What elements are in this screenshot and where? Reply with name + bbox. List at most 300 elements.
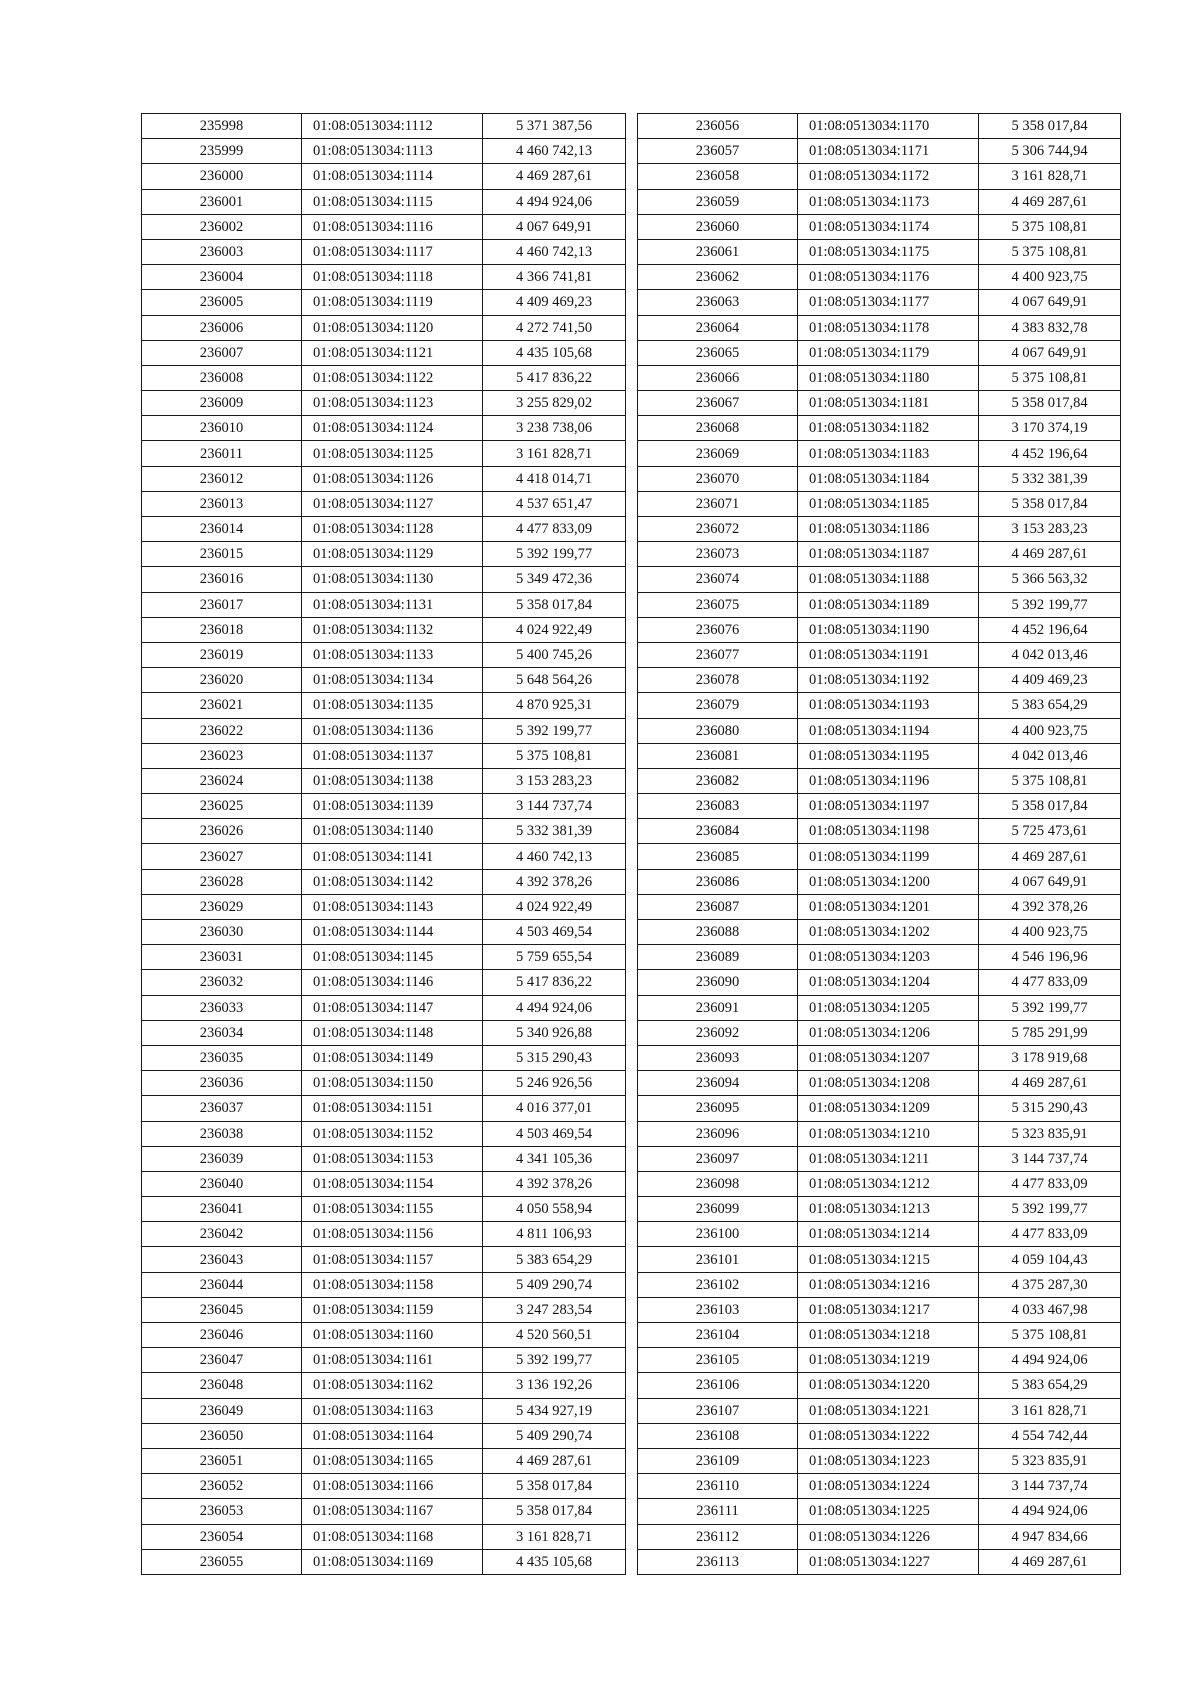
table-row <box>142 365 626 390</box>
cadastral-number-cell: 01:08:0513034:1137 <box>302 743 483 768</box>
cadastral-number-cell: 01:08:0513034:1224 <box>798 1474 979 1499</box>
table-row <box>638 239 1121 264</box>
row-number-cell: 236015 <box>142 542 302 567</box>
row-number-cell: 236011 <box>142 441 302 466</box>
cadastral-value-cell: 4 460 742,13 <box>483 844 626 869</box>
table-row <box>142 290 626 315</box>
row-number-cell: 236003 <box>142 239 302 264</box>
table-row <box>638 365 1121 390</box>
table-row <box>638 290 1121 315</box>
row-number-cell: 236025 <box>142 794 302 819</box>
table-row <box>142 1323 626 1348</box>
row-number-cell: 236098 <box>638 1171 798 1196</box>
cadastral-value-cell: 4 477 833,09 <box>979 1222 1121 1247</box>
row-number-cell: 236026 <box>142 819 302 844</box>
row-number-cell: 236072 <box>638 517 798 542</box>
cadastral-value-cell: 5 417 836,22 <box>483 365 626 390</box>
row-number-cell: 236009 <box>142 391 302 416</box>
cadastral-number-cell: 01:08:0513034:1149 <box>302 1045 483 1070</box>
row-number-cell: 236008 <box>142 365 302 390</box>
table-row <box>638 743 1121 768</box>
row-number-cell: 236020 <box>142 668 302 693</box>
parcel-table-left-body <box>142 114 626 1575</box>
table-row <box>638 1297 1121 1322</box>
row-number-cell: 236032 <box>142 970 302 995</box>
row-number-cell: 236083 <box>638 794 798 819</box>
cadastral-number-cell: 01:08:0513034:1188 <box>798 567 979 592</box>
cadastral-value-cell: 5 375 108,81 <box>483 743 626 768</box>
row-number-cell: 236012 <box>142 466 302 491</box>
table-row <box>142 1499 626 1524</box>
cadastral-value-cell: 5 392 199,77 <box>979 592 1121 617</box>
cadastral-number-cell: 01:08:0513034:1133 <box>302 642 483 667</box>
cadastral-number-cell: 01:08:0513034:1212 <box>798 1171 979 1196</box>
cadastral-value-cell: 5 409 290,74 <box>483 1272 626 1297</box>
row-number-cell: 236030 <box>142 920 302 945</box>
cadastral-value-cell: 4 400 923,75 <box>979 265 1121 290</box>
cadastral-number-cell: 01:08:0513034:1193 <box>798 693 979 718</box>
cadastral-value-cell: 4 016 377,01 <box>483 1096 626 1121</box>
cadastral-value-cell: 4 400 923,75 <box>979 718 1121 743</box>
table-row <box>638 693 1121 718</box>
cadastral-number-cell: 01:08:0513034:1162 <box>302 1373 483 1398</box>
row-number-cell: 236087 <box>638 894 798 919</box>
cadastral-value-cell: 5 375 108,81 <box>979 1323 1121 1348</box>
cadastral-value-cell: 3 144 737,74 <box>979 1146 1121 1171</box>
row-number-cell: 236052 <box>142 1474 302 1499</box>
table-row <box>638 1171 1121 1196</box>
cadastral-value-cell: 4 392 378,26 <box>979 894 1121 919</box>
table-row <box>142 1045 626 1070</box>
cadastral-value-cell: 4 409 469,23 <box>483 290 626 315</box>
table-row <box>638 1121 1121 1146</box>
table-row <box>142 1272 626 1297</box>
cadastral-value-cell: 4 383 832,78 <box>979 315 1121 340</box>
cadastral-value-cell: 3 178 919,68 <box>979 1045 1121 1070</box>
cadastral-value-cell: 5 759 655,54 <box>483 945 626 970</box>
cadastral-value-cell: 4 067 649,91 <box>979 340 1121 365</box>
row-number-cell: 236024 <box>142 768 302 793</box>
row-number-cell: 236001 <box>142 189 302 214</box>
parcel-table-right <box>637 113 1121 1575</box>
cadastral-value-cell: 3 247 283,54 <box>483 1297 626 1322</box>
cadastral-value-cell: 5 383 654,29 <box>979 1373 1121 1398</box>
row-number-cell: 236048 <box>142 1373 302 1398</box>
cadastral-value-cell: 4 520 560,51 <box>483 1323 626 1348</box>
cadastral-value-cell: 4 050 558,94 <box>483 1197 626 1222</box>
table-row <box>638 1549 1121 1574</box>
row-number-cell: 236077 <box>638 642 798 667</box>
cadastral-value-cell: 5 358 017,84 <box>483 1499 626 1524</box>
cadastral-number-cell: 01:08:0513034:1142 <box>302 869 483 894</box>
table-row <box>142 567 626 592</box>
table-row <box>142 340 626 365</box>
cadastral-number-cell: 01:08:0513034:1124 <box>302 416 483 441</box>
cadastral-number-cell: 01:08:0513034:1121 <box>302 340 483 365</box>
cadastral-number-cell: 01:08:0513034:1123 <box>302 391 483 416</box>
table-row <box>638 1373 1121 1398</box>
table-row <box>638 189 1121 214</box>
cadastral-value-cell: 5 434 927,19 <box>483 1398 626 1423</box>
cadastral-value-cell: 4 392 378,26 <box>483 1171 626 1196</box>
cadastral-number-cell: 01:08:0513034:1158 <box>302 1272 483 1297</box>
row-number-cell: 236046 <box>142 1323 302 1348</box>
cadastral-value-cell: 4 503 469,54 <box>483 920 626 945</box>
cadastral-value-cell: 5 383 654,29 <box>979 693 1121 718</box>
cadastral-value-cell: 4 554 742,44 <box>979 1423 1121 1448</box>
table-row <box>142 592 626 617</box>
cadastral-value-cell: 5 315 290,43 <box>979 1096 1121 1121</box>
cadastral-value-cell: 4 409 469,23 <box>979 668 1121 693</box>
cadastral-number-cell: 01:08:0513034:1194 <box>798 718 979 743</box>
cadastral-number-cell: 01:08:0513034:1126 <box>302 466 483 491</box>
cadastral-number-cell: 01:08:0513034:1146 <box>302 970 483 995</box>
table-row <box>638 894 1121 919</box>
cadastral-number-cell: 01:08:0513034:1170 <box>798 114 979 139</box>
table-row <box>142 617 626 642</box>
table-row <box>142 1121 626 1146</box>
cadastral-number-cell: 01:08:0513034:1186 <box>798 517 979 542</box>
cadastral-value-cell: 5 383 654,29 <box>483 1247 626 1272</box>
row-number-cell: 236023 <box>142 743 302 768</box>
row-number-cell: 236055 <box>142 1549 302 1574</box>
cadastral-number-cell: 01:08:0513034:1180 <box>798 365 979 390</box>
row-number-cell: 236064 <box>638 315 798 340</box>
table-row <box>638 819 1121 844</box>
row-number-cell: 236044 <box>142 1272 302 1297</box>
table-row <box>142 1474 626 1499</box>
cadastral-value-cell: 4 059 104,43 <box>979 1247 1121 1272</box>
cadastral-number-cell: 01:08:0513034:1215 <box>798 1247 979 1272</box>
table-row <box>638 1398 1121 1423</box>
cadastral-value-cell: 3 161 828,71 <box>979 164 1121 189</box>
cadastral-value-cell: 5 358 017,84 <box>979 114 1121 139</box>
cadastral-number-cell: 01:08:0513034:1125 <box>302 441 483 466</box>
parcel-table-right-body <box>638 114 1121 1575</box>
cadastral-value-cell: 5 358 017,84 <box>979 391 1121 416</box>
cadastral-number-cell: 01:08:0513034:1218 <box>798 1323 979 1348</box>
row-number-cell: 236000 <box>142 164 302 189</box>
cadastral-number-cell: 01:08:0513034:1202 <box>798 920 979 945</box>
table-row <box>142 1297 626 1322</box>
cadastral-number-cell: 01:08:0513034:1140 <box>302 819 483 844</box>
row-number-cell: 236045 <box>142 1297 302 1322</box>
table-row <box>142 164 626 189</box>
table-row <box>142 239 626 264</box>
cadastral-number-cell: 01:08:0513034:1206 <box>798 1020 979 1045</box>
cadastral-number-cell: 01:08:0513034:1112 <box>302 114 483 139</box>
table-row <box>142 1348 626 1373</box>
cadastral-value-cell: 4 537 651,47 <box>483 491 626 516</box>
cadastral-value-cell: 5 392 199,77 <box>483 1348 626 1373</box>
row-number-cell: 236062 <box>638 265 798 290</box>
cadastral-value-cell: 5 366 563,32 <box>979 567 1121 592</box>
table-row <box>142 844 626 869</box>
cadastral-value-cell: 5 371 387,56 <box>483 114 626 139</box>
row-number-cell: 236039 <box>142 1146 302 1171</box>
table-row <box>638 718 1121 743</box>
row-number-cell: 236041 <box>142 1197 302 1222</box>
cadastral-value-cell: 4 477 833,09 <box>979 970 1121 995</box>
row-number-cell: 236058 <box>638 164 798 189</box>
cadastral-value-cell: 4 366 741,81 <box>483 265 626 290</box>
cadastral-number-cell: 01:08:0513034:1209 <box>798 1096 979 1121</box>
cadastral-value-cell: 4 469 287,61 <box>483 1448 626 1473</box>
row-number-cell: 236034 <box>142 1020 302 1045</box>
row-number-cell: 236042 <box>142 1222 302 1247</box>
row-number-cell: 236110 <box>638 1474 798 1499</box>
cadastral-number-cell: 01:08:0513034:1154 <box>302 1171 483 1196</box>
row-number-cell: 236104 <box>638 1323 798 1348</box>
table-row <box>638 970 1121 995</box>
table-row <box>142 945 626 970</box>
row-number-cell: 236061 <box>638 239 798 264</box>
table-row <box>142 794 626 819</box>
cadastral-number-cell: 01:08:0513034:1117 <box>302 239 483 264</box>
table-row <box>638 466 1121 491</box>
cadastral-number-cell: 01:08:0513034:1150 <box>302 1071 483 1096</box>
row-number-cell: 236010 <box>142 416 302 441</box>
cadastral-value-cell: 4 811 106,93 <box>483 1222 626 1247</box>
cadastral-value-cell: 4 024 922,49 <box>483 617 626 642</box>
cadastral-number-cell: 01:08:0513034:1182 <box>798 416 979 441</box>
cadastral-number-cell: 01:08:0513034:1207 <box>798 1045 979 1070</box>
cadastral-number-cell: 01:08:0513034:1221 <box>798 1398 979 1423</box>
table-row <box>142 315 626 340</box>
table-row <box>638 517 1121 542</box>
cadastral-number-cell: 01:08:0513034:1155 <box>302 1197 483 1222</box>
cadastral-number-cell: 01:08:0513034:1145 <box>302 945 483 970</box>
table-row <box>142 1423 626 1448</box>
row-number-cell: 236085 <box>638 844 798 869</box>
row-number-cell: 236043 <box>142 1247 302 1272</box>
cadastral-value-cell: 4 435 105,68 <box>483 340 626 365</box>
cadastral-number-cell: 01:08:0513034:1139 <box>302 794 483 819</box>
table-row <box>638 1423 1121 1448</box>
cadastral-number-cell: 01:08:0513034:1135 <box>302 693 483 718</box>
row-number-cell: 236074 <box>638 567 798 592</box>
cadastral-number-cell: 01:08:0513034:1129 <box>302 542 483 567</box>
row-number-cell: 236021 <box>142 693 302 718</box>
row-number-cell: 236103 <box>638 1297 798 1322</box>
table-row <box>142 995 626 1020</box>
row-number-cell: 236102 <box>638 1272 798 1297</box>
table-row <box>638 1272 1121 1297</box>
row-number-cell: 235998 <box>142 114 302 139</box>
cadastral-value-cell: 3 144 737,74 <box>979 1474 1121 1499</box>
cadastral-value-cell: 4 477 833,09 <box>483 517 626 542</box>
cadastral-value-cell: 4 452 196,64 <box>979 441 1121 466</box>
row-number-cell: 236073 <box>638 542 798 567</box>
cadastral-value-cell: 4 067 649,91 <box>979 290 1121 315</box>
row-number-cell: 236076 <box>638 617 798 642</box>
cadastral-number-cell: 01:08:0513034:1199 <box>798 844 979 869</box>
cadastral-value-cell: 5 392 199,77 <box>979 995 1121 1020</box>
cadastral-value-cell: 5 349 472,36 <box>483 567 626 592</box>
row-number-cell: 236066 <box>638 365 798 390</box>
cadastral-value-cell: 5 358 017,84 <box>979 491 1121 516</box>
cadastral-value-cell: 3 238 738,06 <box>483 416 626 441</box>
row-number-cell: 236113 <box>638 1549 798 1574</box>
row-number-cell: 236101 <box>638 1247 798 1272</box>
cadastral-value-cell: 5 332 381,39 <box>979 466 1121 491</box>
cadastral-value-cell: 5 725 473,61 <box>979 819 1121 844</box>
cadastral-number-cell: 01:08:0513034:1122 <box>302 365 483 390</box>
cadastral-number-cell: 01:08:0513034:1198 <box>798 819 979 844</box>
cadastral-number-cell: 01:08:0513034:1128 <box>302 517 483 542</box>
row-number-cell: 236095 <box>638 1096 798 1121</box>
cadastral-value-cell: 4 042 013,46 <box>979 642 1121 667</box>
cadastral-value-cell: 4 033 467,98 <box>979 1297 1121 1322</box>
table-row <box>638 1071 1121 1096</box>
row-number-cell: 236075 <box>638 592 798 617</box>
table-row <box>142 1524 626 1549</box>
row-number-cell: 236090 <box>638 970 798 995</box>
cadastral-value-cell: 4 477 833,09 <box>979 1171 1121 1196</box>
cadastral-number-cell: 01:08:0513034:1134 <box>302 668 483 693</box>
cadastral-value-cell: 5 409 290,74 <box>483 1423 626 1448</box>
cadastral-number-cell: 01:08:0513034:1200 <box>798 869 979 894</box>
cadastral-number-cell: 01:08:0513034:1167 <box>302 1499 483 1524</box>
cadastral-value-cell: 5 340 926,88 <box>483 1020 626 1045</box>
cadastral-number-cell: 01:08:0513034:1203 <box>798 945 979 970</box>
cadastral-number-cell: 01:08:0513034:1181 <box>798 391 979 416</box>
cadastral-value-cell: 4 460 742,13 <box>483 239 626 264</box>
row-number-cell: 236006 <box>142 315 302 340</box>
table-row <box>638 1096 1121 1121</box>
row-number-cell: 236068 <box>638 416 798 441</box>
table-row <box>638 542 1121 567</box>
table-row <box>638 114 1121 139</box>
row-number-cell: 236091 <box>638 995 798 1020</box>
row-number-cell: 236070 <box>638 466 798 491</box>
cadastral-value-cell: 4 469 287,61 <box>979 189 1121 214</box>
table-row <box>638 491 1121 516</box>
row-number-cell: 236017 <box>142 592 302 617</box>
cadastral-number-cell: 01:08:0513034:1148 <box>302 1020 483 1045</box>
cadastral-value-cell: 4 494 924,06 <box>483 995 626 1020</box>
cadastral-value-cell: 4 452 196,64 <box>979 617 1121 642</box>
table-row <box>638 1323 1121 1348</box>
cadastral-number-cell: 01:08:0513034:1168 <box>302 1524 483 1549</box>
cadastral-value-cell: 3 161 828,71 <box>483 1524 626 1549</box>
cadastral-number-cell: 01:08:0513034:1171 <box>798 139 979 164</box>
cadastral-number-cell: 01:08:0513034:1151 <box>302 1096 483 1121</box>
table-row <box>142 114 626 139</box>
row-number-cell: 236112 <box>638 1524 798 1549</box>
cadastral-number-cell: 01:08:0513034:1185 <box>798 491 979 516</box>
row-number-cell: 236013 <box>142 491 302 516</box>
table-row <box>638 1222 1121 1247</box>
table-row <box>142 1448 626 1473</box>
table-row <box>638 416 1121 441</box>
cadastral-value-cell: 4 469 287,61 <box>979 1549 1121 1574</box>
table-row <box>142 391 626 416</box>
cadastral-value-cell: 3 153 283,23 <box>979 517 1121 542</box>
table-row <box>142 214 626 239</box>
cadastral-number-cell: 01:08:0513034:1119 <box>302 290 483 315</box>
cadastral-number-cell: 01:08:0513034:1223 <box>798 1448 979 1473</box>
cadastral-number-cell: 01:08:0513034:1172 <box>798 164 979 189</box>
table-row <box>638 391 1121 416</box>
table-row <box>638 214 1121 239</box>
cadastral-number-cell: 01:08:0513034:1213 <box>798 1197 979 1222</box>
row-number-cell: 236094 <box>638 1071 798 1096</box>
cadastral-value-cell: 5 246 926,56 <box>483 1071 626 1096</box>
row-number-cell: 236084 <box>638 819 798 844</box>
table-row <box>142 1171 626 1196</box>
table-row <box>638 1045 1121 1070</box>
cadastral-value-cell: 4 067 649,91 <box>483 214 626 239</box>
cadastral-number-cell: 01:08:0513034:1118 <box>302 265 483 290</box>
table-row <box>142 1096 626 1121</box>
cadastral-number-cell: 01:08:0513034:1157 <box>302 1247 483 1272</box>
cadastral-number-cell: 01:08:0513034:1130 <box>302 567 483 592</box>
row-number-cell: 236081 <box>638 743 798 768</box>
table-row <box>142 668 626 693</box>
table-row <box>142 441 626 466</box>
table-row <box>142 1373 626 1398</box>
cadastral-value-cell: 3 136 192,26 <box>483 1373 626 1398</box>
table-row <box>638 1448 1121 1473</box>
cadastral-number-cell: 01:08:0513034:1143 <box>302 894 483 919</box>
row-number-cell: 236089 <box>638 945 798 970</box>
cadastral-number-cell: 01:08:0513034:1219 <box>798 1348 979 1373</box>
cadastral-value-cell: 5 417 836,22 <box>483 970 626 995</box>
row-number-cell: 236031 <box>142 945 302 970</box>
table-row <box>638 995 1121 1020</box>
cadastral-number-cell: 01:08:0513034:1127 <box>302 491 483 516</box>
cadastral-number-cell: 01:08:0513034:1176 <box>798 265 979 290</box>
table-row <box>142 894 626 919</box>
row-number-cell: 236027 <box>142 844 302 869</box>
table-row <box>142 416 626 441</box>
table-row <box>142 1247 626 1272</box>
cadastral-value-cell: 5 392 199,77 <box>979 1197 1121 1222</box>
cadastral-number-cell: 01:08:0513034:1120 <box>302 315 483 340</box>
row-number-cell: 236106 <box>638 1373 798 1398</box>
row-number-cell: 236080 <box>638 718 798 743</box>
row-number-cell: 236004 <box>142 265 302 290</box>
cadastral-number-cell: 01:08:0513034:1174 <box>798 214 979 239</box>
row-number-cell: 236050 <box>142 1423 302 1448</box>
row-number-cell: 236049 <box>142 1398 302 1423</box>
table-row <box>142 1071 626 1096</box>
table-row <box>638 1020 1121 1045</box>
table-row <box>142 869 626 894</box>
cadastral-value-cell: 4 870 925,31 <box>483 693 626 718</box>
cadastral-value-cell: 4 042 013,46 <box>979 743 1121 768</box>
row-number-cell: 236057 <box>638 139 798 164</box>
row-number-cell: 236079 <box>638 693 798 718</box>
cadastral-value-cell: 4 546 196,96 <box>979 945 1121 970</box>
table-row <box>638 441 1121 466</box>
cadastral-value-cell: 4 469 287,61 <box>979 844 1121 869</box>
cadastral-number-cell: 01:08:0513034:1138 <box>302 768 483 793</box>
row-number-cell: 236028 <box>142 869 302 894</box>
table-row <box>638 642 1121 667</box>
table-row <box>142 1146 626 1171</box>
row-number-cell: 236014 <box>142 517 302 542</box>
cadastral-number-cell: 01:08:0513034:1216 <box>798 1272 979 1297</box>
cadastral-value-cell: 4 272 741,50 <box>483 315 626 340</box>
table-row <box>638 164 1121 189</box>
table-row <box>638 1247 1121 1272</box>
table-row <box>142 642 626 667</box>
row-number-cell: 236019 <box>142 642 302 667</box>
cadastral-value-cell: 5 358 017,84 <box>483 592 626 617</box>
cadastral-value-cell: 5 306 744,94 <box>979 139 1121 164</box>
